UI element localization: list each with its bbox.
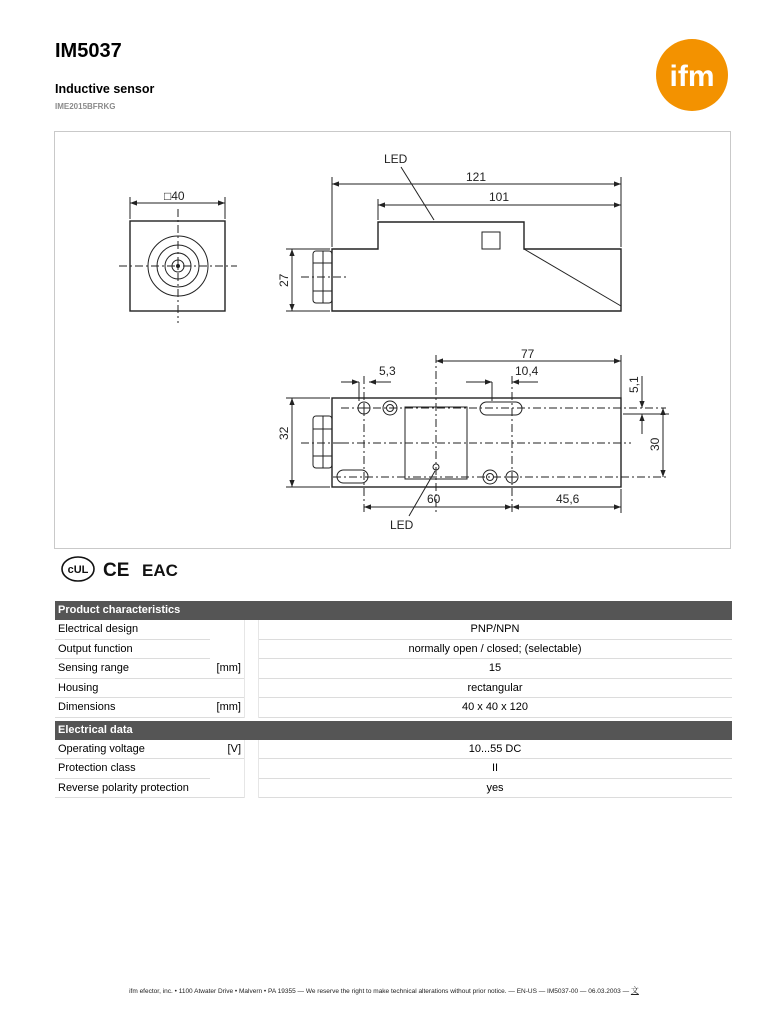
svg-text:ifm: ifm	[669, 60, 715, 93]
dim-101: 101	[489, 190, 510, 204]
dim-10-4: 10,4	[515, 364, 539, 378]
table-row	[55, 698, 732, 718]
dim-27: 27	[277, 273, 291, 287]
row-value: yes	[486, 781, 504, 794]
dim-60: 60	[427, 492, 441, 506]
svg-text:EAC: EAC	[142, 561, 178, 580]
row-label: Operating voltage	[58, 742, 145, 755]
svg-text:cUL: cUL	[67, 564, 89, 576]
article-code: IME2015BFRKG	[55, 102, 116, 111]
cul-us-mark-icon	[62, 557, 94, 581]
row-label: Reverse polarity protection	[58, 781, 189, 794]
dim-5-1: 5,1	[627, 376, 641, 393]
certification-marks	[60, 555, 178, 583]
table-row	[55, 620, 732, 640]
row-label: Electrical design	[58, 623, 139, 635]
dim-square: □40	[164, 189, 185, 203]
row-label: Sensing range	[58, 662, 129, 674]
dim-45-6: 45,6	[556, 492, 580, 506]
row-label: Output function	[58, 642, 133, 655]
row-value: PNP/NPN	[470, 623, 520, 635]
ifm-logo	[655, 38, 729, 112]
eac-mark-icon	[142, 561, 178, 580]
row-value: 10...55 DC	[468, 742, 522, 755]
row-unit: [V]	[227, 742, 241, 755]
row-value: 15	[488, 662, 502, 674]
row-label: Protection class	[58, 762, 136, 774]
page-footer	[0, 985, 768, 996]
product-id: IM5037	[55, 40, 122, 62]
footer-text: ifm efector, inc. • 1100 Atwater Drive • Malvern • PA 19355 — We reserve the right to make technical alterations without prior notice. — EN-US — IM5037-00 — 06.03.2003 —	[129, 988, 630, 995]
row-value: rectangular	[467, 681, 523, 694]
row-value: II	[491, 762, 499, 774]
top-view	[277, 347, 669, 532]
dim-30: 30	[648, 437, 662, 451]
svg-text:CE: CE	[103, 560, 130, 581]
dim-77: 77	[521, 347, 535, 361]
led-label-top: LED	[384, 152, 408, 166]
dim-121: 121	[466, 170, 487, 184]
product-type: Inductive sensor	[55, 82, 155, 96]
ce-mark-icon	[103, 560, 129, 581]
side-view	[277, 152, 621, 311]
table-row	[55, 659, 732, 679]
dim-5-3: 5,3	[379, 364, 396, 378]
dim-32: 32	[277, 426, 291, 440]
row-unit: [mm]	[216, 701, 241, 713]
section-header-electrical-data: Electrical data	[55, 721, 732, 740]
language-icon: 文	[630, 986, 639, 995]
row-value: 40 x 40 x 120	[461, 701, 529, 713]
row-label: Housing	[58, 681, 99, 694]
front-view	[119, 189, 237, 323]
specification-table	[55, 601, 732, 798]
dimension-drawing	[54, 131, 731, 549]
row-value: normally open / closed; (selectable)	[408, 642, 582, 655]
table-row	[55, 640, 732, 660]
row-label: Dimensions	[58, 701, 116, 713]
table-row	[55, 679, 732, 699]
table-row	[55, 779, 732, 799]
led-label-bottom: LED	[390, 518, 414, 532]
table-row	[55, 759, 732, 779]
row-unit: [mm]	[216, 662, 241, 674]
table-row	[55, 740, 732, 760]
section-header-product-characteristics: Product characteristics	[55, 601, 732, 620]
